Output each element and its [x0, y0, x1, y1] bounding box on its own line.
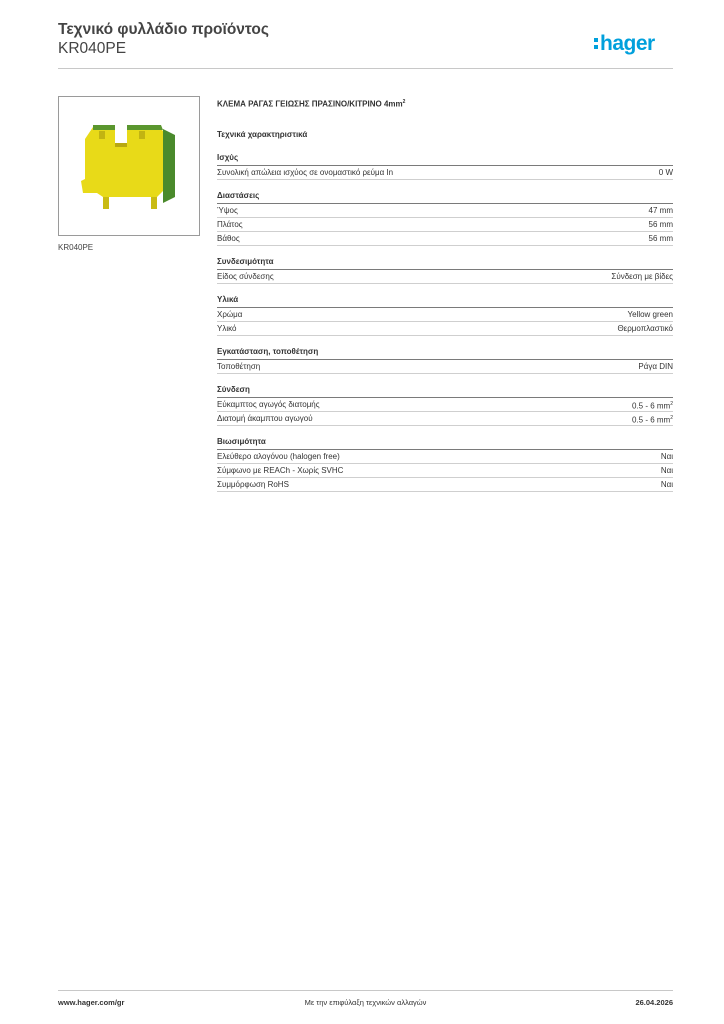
superscript: 2 [670, 401, 673, 407]
spec-label: Εύκαμπτος αγωγός διατομής [217, 400, 320, 409]
tech-specs-title: Τεχνικά χαρακτηριστικά [217, 130, 308, 139]
spec-row [217, 450, 673, 464]
spec-label: Διατομή άκαμπτου αγωγού [217, 414, 313, 423]
spec-section [217, 190, 673, 246]
section-title: Βιωσιμότητα [217, 436, 673, 450]
spec-label: Είδος σύνδεσης [217, 272, 274, 281]
spec-label: Σύμφωνο με REACh - Χωρίς SVHC [217, 466, 344, 475]
spec-label: Υλικό [217, 324, 237, 333]
superscript: 2 [670, 415, 673, 421]
spec-value: 56 mm [648, 220, 673, 229]
document-title: Τεχνικό φυλλάδιο προϊόντος [58, 21, 269, 38]
spec-label: Συνολική απώλεια ισχύος σε ονομαστικό ρεύμα In [217, 168, 394, 177]
spec-value: Σύνδεση με βίδες [611, 272, 673, 281]
section-title: Υλικά [217, 294, 673, 308]
spec-label: Πλάτος [217, 220, 243, 229]
spec-section [217, 294, 673, 336]
hager-logo [593, 29, 673, 55]
website-link[interactable]: www.hager.com/gr [58, 998, 125, 1007]
spec-label: Τοποθέτηση [217, 362, 261, 371]
spec-label: Ελεύθερο αλογόνου (halogen free) [217, 452, 340, 461]
footer-divider [58, 990, 673, 991]
spec-row [217, 322, 673, 336]
spec-section [217, 256, 673, 284]
spec-label: Συμμόρφωση RoHS [217, 480, 289, 489]
disclaimer-text: Με την επιφύλαξη τεχνικών αλλαγών [304, 998, 427, 1007]
spec-row [217, 204, 673, 218]
spec-row [217, 478, 673, 492]
spec-value: Ναι [660, 480, 673, 489]
spec-value: Yellow green [627, 310, 673, 319]
header-divider [58, 68, 673, 69]
spec-row [217, 270, 673, 284]
spec-section [217, 346, 673, 374]
spec-row [217, 398, 673, 412]
section-title: Συνδεσιμότητα [217, 256, 673, 270]
spec-row [217, 166, 673, 180]
spec-value: 47 mm [648, 206, 673, 215]
spec-section [217, 384, 673, 426]
spec-value: 0.5 - 6 $mm^2$ [631, 401, 673, 411]
superscript: 2 [402, 99, 406, 105]
page-footer [58, 998, 673, 1010]
terminal-block-image [79, 121, 179, 215]
section-title: Εγκατάσταση, τοποθέτηση [217, 346, 673, 360]
spec-label: Βάθος [217, 234, 240, 243]
spec-value: Ναι [660, 466, 673, 475]
spec-section [217, 436, 673, 492]
spec-row [217, 464, 673, 478]
spec-value: 56 mm [648, 234, 673, 243]
spec-row [217, 232, 673, 246]
section-title: Ισχύς [217, 152, 673, 166]
spec-value: Ράγα DIN [638, 362, 673, 371]
spec-label: Χρώμα [217, 310, 243, 319]
document-date: 26.04.2026 [635, 998, 673, 1007]
page-header [58, 20, 673, 58]
spec-value: 0 W [658, 168, 673, 177]
spec-sections [217, 152, 673, 492]
section-title: Διαστάσεις [217, 190, 673, 204]
spec-value: 0.5 - 6 $mm^2$ [631, 415, 673, 425]
spec-label: Ύψος [217, 206, 238, 215]
spec-row [217, 360, 673, 374]
spec-value: Θερμοπλαστικό [617, 324, 673, 333]
spec-row [217, 308, 673, 322]
spec-row [217, 412, 673, 426]
datasheet-content [217, 95, 673, 492]
spec-value: Ναι [660, 452, 673, 461]
spec-row [217, 218, 673, 232]
section-title: Σύνδεση [217, 384, 673, 398]
product-image-caption: KR040PE [58, 243, 94, 252]
product-code: KR040PE [58, 40, 127, 57]
product-image-frame [58, 96, 200, 236]
logo-text: hager [600, 32, 655, 55]
product-name: ΚΛΕΜΑ ΡΑΓΑΣ ΓΕΙΩΣΗΣ ΠΡΑΣΙΝΟ/ΚΙΤΡΙΝΟ $4mm^2$ [217, 99, 406, 109]
spec-section [217, 152, 673, 180]
